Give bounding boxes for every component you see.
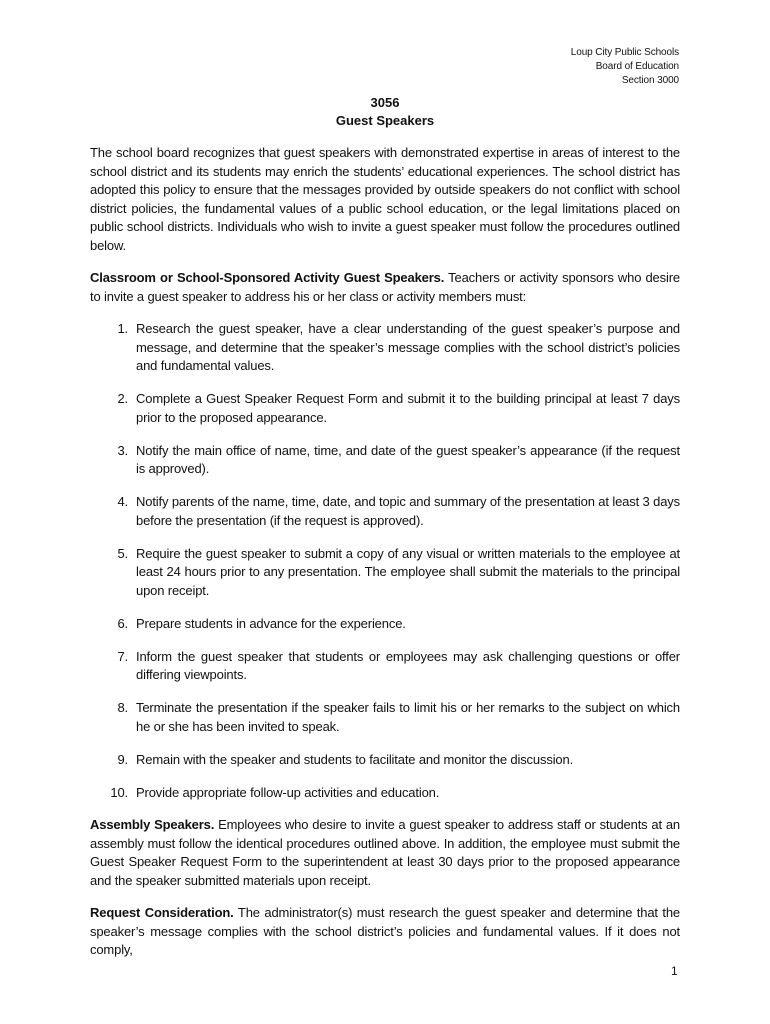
list-item [90, 648, 680, 685]
list-item-number: 4. [117, 494, 128, 509]
district-header [571, 46, 679, 88]
assembly-paragraph [90, 816, 680, 890]
list-item-number: 5. [117, 545, 128, 561]
list-item [90, 784, 680, 803]
intro-paragraph: The school board recognizes that guest speakers with demonstrated expertise in areas of interest to the school district and its students may enrich the students’ educational experiences. The school district has adopted this policy to ensure that the messages provided by outside speakers do not conflict with school district policies, the fundamental values of a public school education, or the legal limitations placed on public school districts. Individuals who wish to invite a guest speaker must follow the procedures outlined below. [90, 145, 680, 253]
header-board-name: Board of Education [595, 61, 679, 72]
list-item [90, 442, 680, 479]
list-item-number: 10. [110, 784, 128, 800]
list-item-text: Complete a Guest Speaker Request Form and submit it to the building principal at least 7 days prior to the proposed appearance. [136, 391, 680, 425]
list-item-number: 3. [117, 442, 128, 458]
list-item [90, 320, 680, 376]
list-item-text: Provide appropriate follow-up activities and education. [136, 784, 440, 800]
assembly-text: Employees who desire to invite a guest speaker to address staff or students at an assembly must follow the identical procedures outlined above. In addition, the employee must submit the Guest Speaker Request Form to the superintendent at least 30 days prior to the proposed appearance and the speaker submitted materials upon receipt. [90, 817, 681, 888]
list-item-number: 8. [117, 700, 128, 715]
list-item [90, 699, 680, 736]
page-number: 1 [671, 964, 678, 978]
policy-number: 3056 [370, 95, 400, 110]
list-item-number: 6. [117, 615, 128, 631]
header-section: Section 3000 [621, 75, 679, 86]
list-item-number: 2. [117, 391, 128, 406]
list-item [90, 390, 680, 427]
policy-body [90, 144, 680, 974]
list-item [90, 493, 680, 530]
list-item [90, 615, 680, 634]
assembly-heading: Assembly Speakers. [90, 817, 215, 832]
list-item-text: Require the guest speaker to submit a copy of any visual or written materials to the employee at least 24 hours prior to any presentation. The employee shall submit the materials to the principal upon receipt. [136, 545, 680, 598]
request-text: The administrator(s) must research the guest speaker and determine that the speaker’s message complies with the school district’s policies and fundamental values. If it does not comply, [90, 905, 681, 957]
request-heading: Request Consideration. [90, 905, 234, 920]
list-item-text: Notify parents of the name, time, date, and topic and summary of the presentation at least 3 days before the presentation (if the request is approved). [136, 494, 680, 528]
list-item-text: Inform the guest speaker that students or employees may ask challenging questions or offer differing viewpoints. [136, 648, 680, 682]
list-item-text: Research the guest speaker, have a clear understanding of the guest speaker’s purpose and message, and determine that the speaker’s message complies with the school district’s policies and fundamental values. [136, 321, 680, 373]
classroom-paragraph [90, 269, 680, 306]
list-item-text: Notify the main office of name, time, and date of the guest speaker’s appearance (if the request is approved). [136, 442, 680, 476]
list-item-number: 1. [117, 321, 128, 336]
policy-title: Guest Speakers [335, 113, 435, 128]
list-item [90, 545, 680, 601]
list-item-number: 7. [117, 648, 128, 664]
classroom-heading: Classroom or School-Sponsored Activity Guest Speakers. [90, 270, 445, 285]
list-item-text: Terminate the presentation if the speaker fails to limit his or her remarks to the subject on which he or she has been invited to speak. [136, 700, 680, 734]
list-item-number: 9. [117, 751, 128, 767]
header-district-name: Loup City Public Schools [570, 47, 679, 58]
classroom-text: Teachers or activity sponsors who desire to invite a guest speaker to address his or her class or activity members must: [90, 270, 680, 304]
list-item [90, 751, 680, 770]
list-item-text: Prepare students in advance for the experience. [136, 615, 406, 631]
request-paragraph [90, 904, 680, 960]
list-item-text: Remain with the speaker and students to facilitate and monitor the discussion. [136, 751, 574, 767]
procedure-list [90, 320, 680, 802]
policy-title-block [0, 94, 770, 130]
